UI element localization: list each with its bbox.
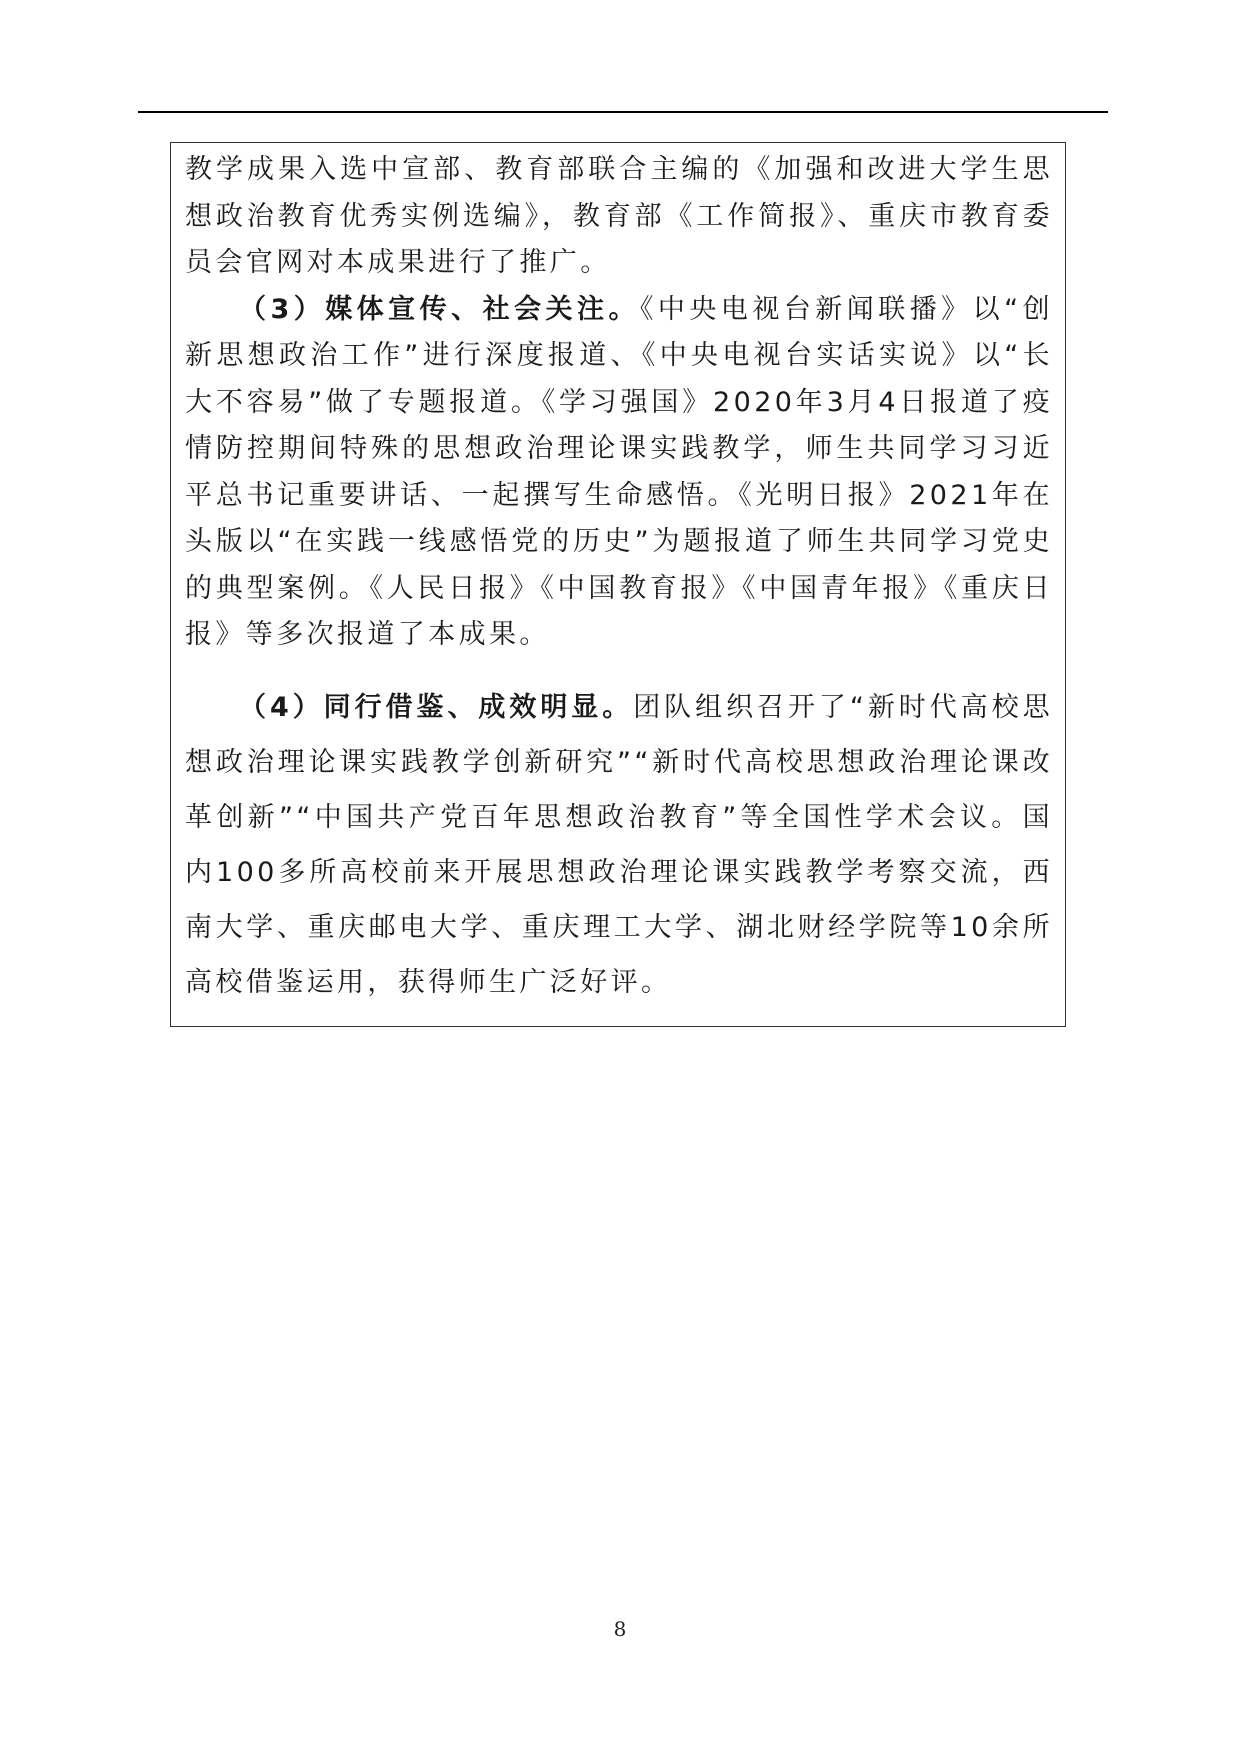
- section-3-paragraph: [185, 287, 1053, 659]
- section-3-body: 《中央电视台新闻联播》以“创新思想政治工作”进行深度报道、《中央电视台实话实说》以“长大不容易”做了专题报道。《学习强国》2020年3月4日报道了疫情防控期间特殊的思想政治理论课实践教学，师生共同学习习近平总书记重要讲话、一起撰写生命感悟。《光明日报》2021年在头版以“在实践一线感悟党的历史”为题报道了师生共同学习党史的典型案例。《人民日报》《中国教育报》《中国青年报》《重庆日报》等多次报道了本成果。: [185, 293, 1053, 650]
- page-number: 8: [613, 1617, 627, 1641]
- section-3-heading: （3）媒体宣传、社会关注。: [239, 293, 640, 325]
- section-4-heading: （4）同行借鉴、成效明显。: [239, 691, 634, 723]
- content-box: [170, 142, 1066, 1027]
- section-4-body: 团队组织召开了“新时代高校思想政治理论课实践教学创新研究”“新时代高校思想政治理论课改革创新”“中国共产党百年思想政治教育”等全国性学术会议。国内100多所高校前来开展思想政治理论课实践教学考察交流，西南大学、重庆邮电大学、重庆理工大学、湖北财经学院等10余所高校借鉴运用，获得师生广泛好评。: [185, 691, 1053, 998]
- continuation-paragraph: 教学成果入选中宣部、教育部联合主编的《加强和改进大学生思想政治教育优秀实例选编》，教育部《工作简报》、重庆市教育委员会官网对本成果进行了推广。: [185, 154, 1053, 278]
- section-4-paragraph: [185, 680, 1053, 1010]
- header-rule: [138, 111, 1108, 113]
